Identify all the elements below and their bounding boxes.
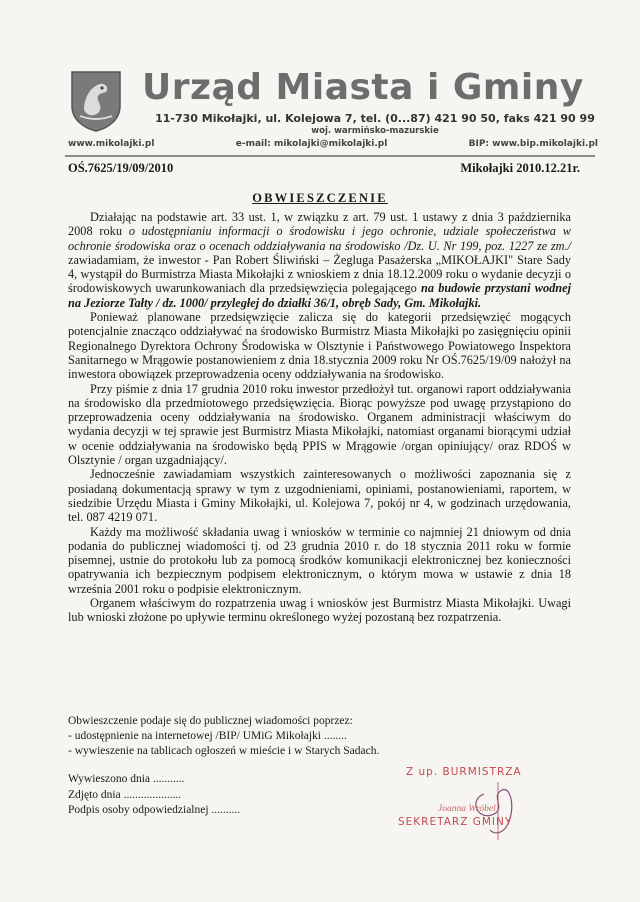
publication-intro: Obwieszczenie podaje się do publicznej wiadomości poprzez:	[68, 715, 353, 727]
document-date: Mikołajki 2010.12.21r.	[460, 161, 580, 175]
bip-link: BIP: www.bip.mikolajki.pl	[468, 139, 598, 149]
email-link: e-mail: mikolajki@mikolajki.pl	[235, 139, 388, 149]
posting-notes	[68, 772, 328, 819]
posted-date-line: Wywieszono dnia ...........	[68, 773, 185, 785]
responsible-signature-line: Podpis osoby odpowiedzialnej ..........	[68, 804, 241, 816]
paragraph-5: Każdy ma możliwość składania uwag i wniosków w terminie co najmniej 21 dniowym od dnia podania do publicznej wiadomości tj. od 23 grudnia 2010 r. do 18 stycznia 2011 roku w formie pisemnej, ustnie do protokołu lub za pomocą środków komunikacji elektronicznej bez konieczności opatrywania ich bezpiecznym podpisem elektronicznym, o którym mowa w ustawie z dnia 18 września 2001 roku o podpisie elektronicznym.	[68, 524, 571, 596]
website-link: www.mikolajki.pl	[68, 139, 155, 149]
stamp-line-name: Joanna Wróbel	[438, 804, 496, 814]
publication-info	[68, 714, 571, 759]
removed-date-line: Zdjęto dnia ....................	[68, 788, 182, 801]
document-heading: OBWIESZCZENIE	[252, 191, 388, 205]
publication-item-bip: - udostępnienie na internetowej /BIP/ UMiG Mikołajki ........	[68, 730, 347, 742]
signature-scribble	[398, 766, 598, 856]
org-address: 11-730 Mikołajki, ul. Kolejowa 7, tel. (0...87) 421 90 50, faks 421 90 99	[155, 112, 595, 125]
official-stamp	[398, 766, 598, 856]
stamp-line-title: SEKRETARZ GMINY	[398, 816, 513, 828]
reference-number: OŚ.7625/19/09/2010	[68, 161, 174, 175]
org-title: Urząd Miasta i Gminy	[142, 67, 584, 108]
document-body	[68, 210, 571, 625]
paragraph-4: Jednocześnie zawiadamiam wszystkich zainteresowanych o możliwości zapoznania się z posiadaną dokumentacją sprawy w tym z uzgodnieniami, opiniami, postanowieniami, raportem, w siedzibie Urzędu Miasta i Gminy Mikołajki, ul. Kolejowa 7, pokój nr 4, w godzinach urzędowania, tel. 087 4219 071.	[68, 467, 571, 525]
org-region: woj. warmińsko-mazurskie	[311, 126, 439, 136]
stamp-line-authority: Z up. BURMISTRZA	[406, 766, 522, 778]
publication-item-boards: - wywieszenie na tablicach ogłoszeń w mieście i w Starych Sadach.	[68, 745, 380, 757]
letterhead-divider	[65, 155, 595, 157]
paragraph-1: Działając na podstawie art. 33 ust. 1, w związku z art. 79 ust. 1 ustawy z dnia 3 października 2008 roku o udostępnianiu informacji o środowisku i jego ochronie, udziale społeczeństwa w ochronie środowiska oraz o ocenach oddziaływania na środowisko /Dz. U. Nr 199, poz. 1227 ze zm./ zawiadamiam, że inwestor - Pan Robert Śliwiński – Żegluga Pasażerska „MIKOŁAJKI" Stare Sady 4, wystąpił do Burmistrza Miasta Mikołajki z wnioskiem z dnia 18.12.2009 roku o wydanie decyzji o środowiskowych uwarunkowaniach dla przedsięwzięcia polegającego na budowie przystani wodnej na Jeziorze Tałty / dz. 1000/ przyległej do działki 36/1, obręb Sady, Gm. Mikołajki.	[68, 210, 571, 310]
paragraph-3: Przy piśmie z dnia 17 grudnia 2010 roku inwestor przedłożył tut. organowi raport oddziaływania na środowisko dla przedmiotowego przedsięwzięcia. Biorąc powyższe pod uwagę przystąpiono do przeprowadzenia oceny oddziaływania na środowisko. Organem administracji właściwym do wydania decyzji w tej sprawie jest Burmistrz Miasta Mikołajki, natomiast organami biorącymi udział w ocenie oddziaływania na środowisko będą PPIS w Mrągowie /organ opiniujący/ oraz RDOŚ w Olsztynie / organ uzgadniający/.	[68, 381, 571, 468]
paragraph-6: Organem właściwym do rozpatrzenia uwag i wniosków jest Burmistrz Miasta Mikołajki. Uwagi lub wnioski złożone po upływie terminu określonego wyżej pozostaną bez rozpatrzenia.	[68, 596, 571, 625]
org-contacts	[68, 139, 598, 149]
paragraph-2: Ponieważ planowane przedsięwzięcie zalicza się do kategorii przedsięwzięć mogących potencjalnie znacząco oddziaływać na środowisko Burmistrz Miasta Mikołajki po zasięgnięciu opinii Regionalnego Dyrektora Ochrony Środowiska w Olsztynie i Państwowego Powiatowego Inspektora Sanitarnego w Mrągowie postanowieniem z dnia 18.stycznia 2009 roku Nr OŚ.7625/19/09 nałożył na inwestora obowiązek przeprowadzenia oceny oddziaływania na środowisko.	[68, 310, 571, 382]
fish-crest-icon	[70, 70, 122, 132]
